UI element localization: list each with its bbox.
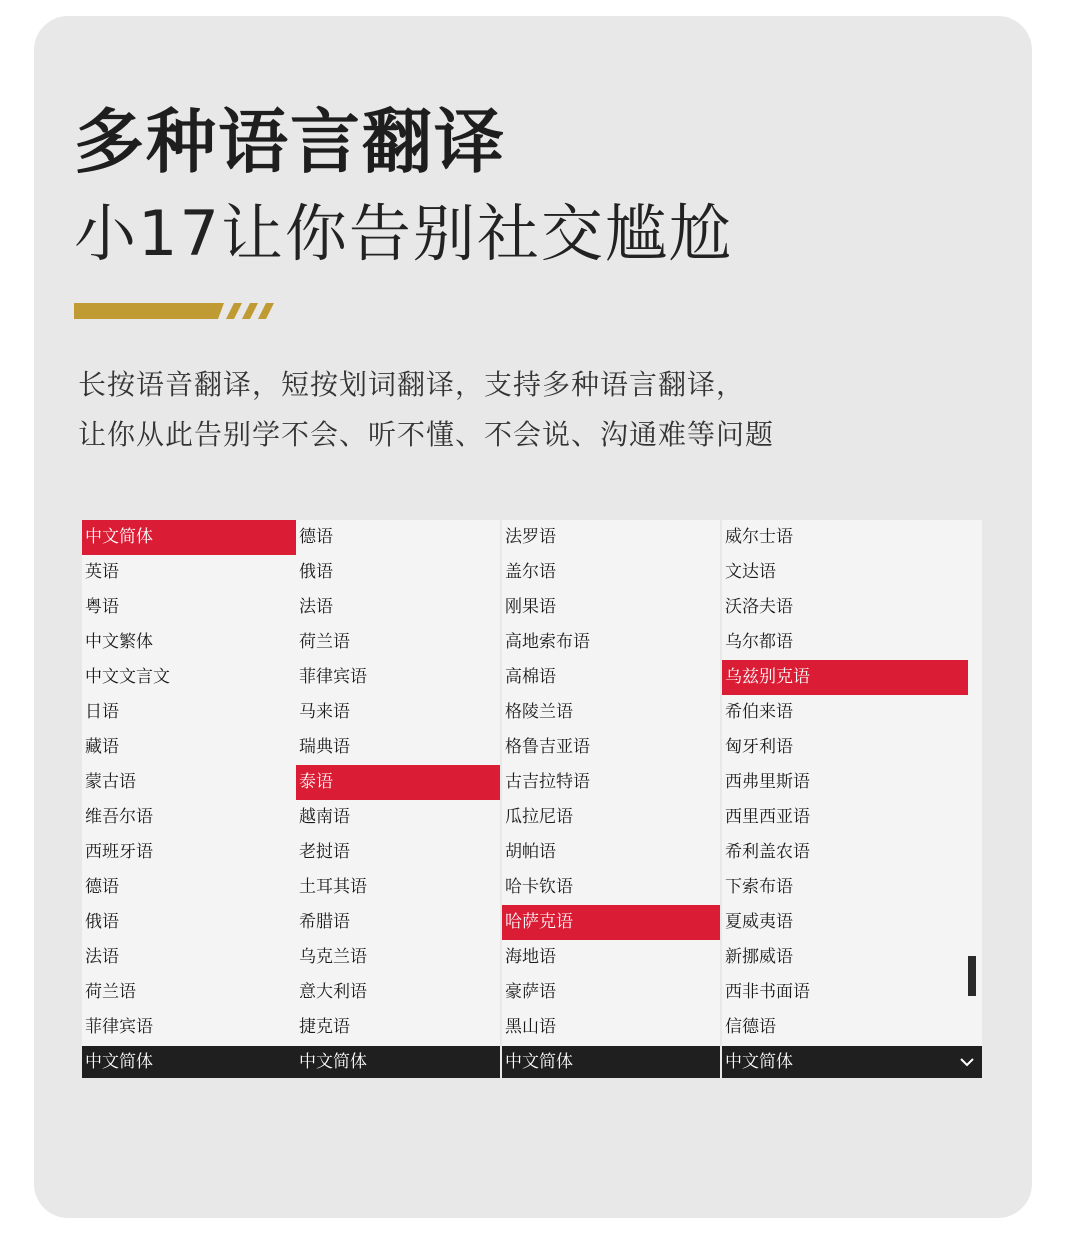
language-list	[296, 520, 500, 1045]
language-option[interactable]: 瑞典语	[299, 737, 350, 757]
page-title: 多种语言翻译	[74, 101, 506, 183]
language-option[interactable]: 俄语	[299, 562, 333, 582]
target-language-select[interactable]	[722, 1046, 982, 1078]
target-language-select[interactable]	[502, 1046, 720, 1078]
selected-language-value: 中文简体	[505, 1052, 573, 1072]
language-option[interactable]: 藏语	[85, 737, 119, 757]
language-option[interactable]: 意大利语	[299, 982, 367, 1002]
language-option[interactable]: 盖尔语	[505, 562, 556, 582]
language-list	[722, 520, 968, 1045]
language-option[interactable]: 下索布语	[725, 877, 793, 897]
language-option[interactable]: 刚果语	[505, 597, 556, 617]
target-language-select[interactable]	[296, 1046, 500, 1078]
language-list-panel-4	[722, 520, 982, 1078]
language-option[interactable]: 西非书面语	[725, 982, 810, 1002]
language-option[interactable]: 夏威夷语	[725, 912, 793, 932]
language-option[interactable]: 豪萨语	[505, 982, 556, 1002]
language-option[interactable]: 西弗里斯语	[725, 772, 810, 792]
language-option[interactable]: 沃洛夫语	[725, 597, 793, 617]
language-option[interactable]: 格陵兰语	[505, 702, 573, 722]
language-option[interactable]: 蒙古语	[85, 772, 136, 792]
language-option-selected[interactable]: 哈萨克语	[502, 905, 720, 940]
language-option[interactable]: 荷兰语	[299, 632, 350, 652]
language-option[interactable]: 希伯来语	[725, 702, 793, 722]
page-subtitle: 小17让你告别社交尴尬	[74, 197, 733, 270]
language-option[interactable]: 黑山语	[505, 1017, 556, 1037]
language-option[interactable]: 匈牙利语	[725, 737, 793, 757]
language-option[interactable]: 老挝语	[299, 842, 350, 862]
language-option[interactable]: 中文繁体	[85, 632, 153, 652]
language-option[interactable]: 法语	[85, 947, 119, 967]
accent-divider	[74, 303, 274, 319]
language-list	[82, 520, 296, 1045]
selected-language-value: 中文简体	[299, 1052, 367, 1072]
language-option[interactable]: 胡帕语	[505, 842, 556, 862]
target-language-select[interactable]	[82, 1046, 296, 1078]
language-option[interactable]: 德语	[85, 877, 119, 897]
language-option[interactable]: 英语	[85, 562, 119, 582]
scrollbar-thumb[interactable]	[968, 956, 976, 996]
language-option-selected[interactable]: 泰语	[296, 765, 500, 800]
description	[78, 360, 978, 460]
language-option[interactable]: 希利盖农语	[725, 842, 810, 862]
language-list-panel-1	[82, 520, 296, 1078]
language-option[interactable]: 海地语	[505, 947, 556, 967]
language-option[interactable]: 土耳其语	[299, 877, 367, 897]
language-option[interactable]: 信德语	[725, 1017, 776, 1037]
language-option[interactable]: 古吉拉特语	[505, 772, 590, 792]
chevron-down-icon[interactable]	[958, 1046, 976, 1078]
selected-language-value: 中文简体	[85, 1052, 153, 1072]
language-list	[502, 520, 720, 1045]
language-option[interactable]: 粤语	[85, 597, 119, 617]
language-list-panel-3	[502, 520, 720, 1078]
language-option[interactable]: 菲律宾语	[85, 1017, 153, 1037]
language-option[interactable]: 西里西亚语	[725, 807, 810, 827]
language-option[interactable]: 新挪威语	[725, 947, 793, 967]
language-list-panel-2	[296, 520, 500, 1078]
language-option[interactable]: 威尔士语	[725, 527, 793, 547]
language-option[interactable]: 马来语	[299, 702, 350, 722]
language-option[interactable]: 法罗语	[505, 527, 556, 547]
language-option[interactable]: 乌尔都语	[725, 632, 793, 652]
language-option[interactable]: 文达语	[725, 562, 776, 582]
language-option[interactable]: 法语	[299, 597, 333, 617]
language-option[interactable]: 捷克语	[299, 1017, 350, 1037]
language-option[interactable]: 希腊语	[299, 912, 350, 932]
language-option[interactable]: 高地索布语	[505, 632, 590, 652]
language-panels	[82, 520, 982, 1080]
language-option[interactable]: 日语	[85, 702, 119, 722]
language-option[interactable]: 哈卡钦语	[505, 877, 573, 897]
language-option-selected[interactable]: 中文简体	[82, 520, 296, 555]
language-option[interactable]: 西班牙语	[85, 842, 153, 862]
language-option[interactable]: 德语	[299, 527, 333, 547]
language-option[interactable]: 高棉语	[505, 667, 556, 687]
language-option[interactable]: 荷兰语	[85, 982, 136, 1002]
language-option[interactable]: 越南语	[299, 807, 350, 827]
language-option[interactable]: 维吾尔语	[85, 807, 153, 827]
description-line-2: 让你从此告别学不会、听不懂、不会说、沟通难等问题	[78, 418, 775, 451]
language-option[interactable]: 乌克兰语	[299, 947, 367, 967]
description-line-1: 长按语音翻译，短按划词翻译，支持多种语言翻译，	[78, 368, 746, 401]
language-option[interactable]: 格鲁吉亚语	[505, 737, 590, 757]
language-option[interactable]: 中文文言文	[85, 667, 170, 687]
language-option[interactable]: 俄语	[85, 912, 119, 932]
selected-language-value: 中文简体	[725, 1052, 793, 1072]
language-option[interactable]: 瓜拉尼语	[505, 807, 573, 827]
language-option[interactable]: 菲律宾语	[299, 667, 367, 687]
language-option-selected[interactable]: 乌兹别克语	[722, 660, 968, 695]
